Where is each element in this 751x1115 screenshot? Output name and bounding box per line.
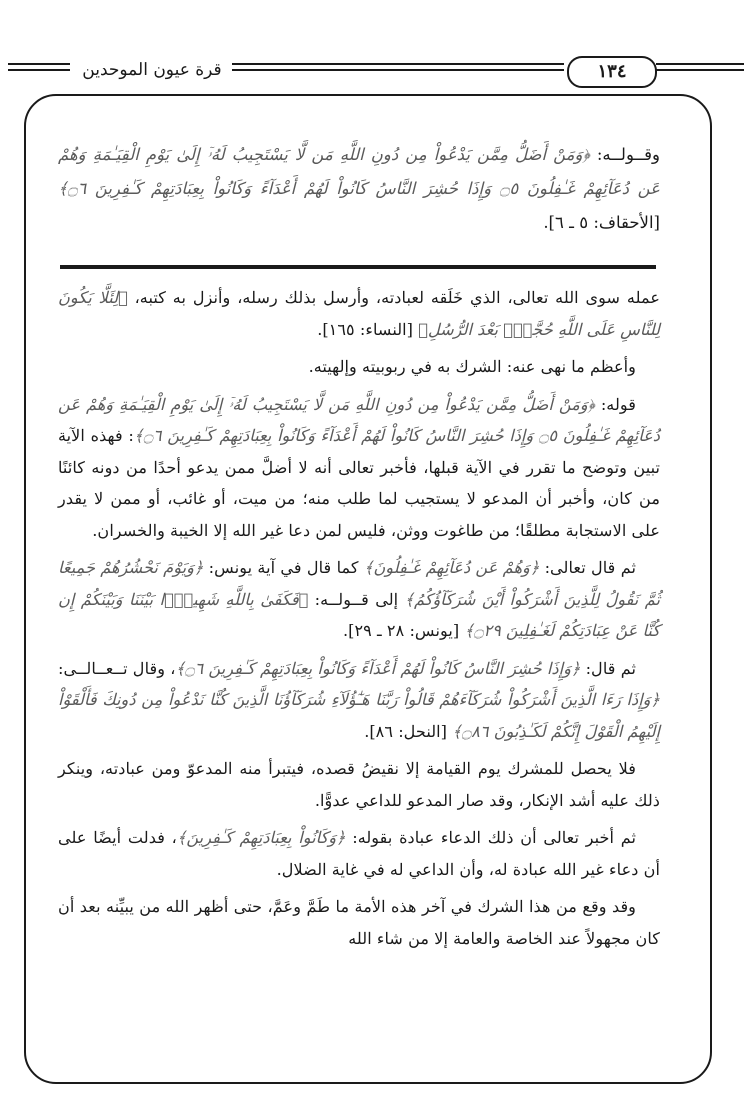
page-number: ١٣٤: [567, 56, 657, 88]
header-rule-right-top: [656, 63, 744, 65]
verse-reference: [يونس: ٢٨ ـ ٢٩].: [343, 621, 465, 640]
paragraph: [58, 351, 660, 383]
main-text: [58, 282, 660, 954]
quran-verse: ﴿وَإِذَا رَءَا الَّذِينَ أَشْرَكُواْ شُرَكَآءَهُمْ قَالُواْ رَبَّنَا هَـٰٓؤُلَآءِ شُرَكَآؤُنَا الَّذِينَ كُنَّا نَدْعُواْ مِن دُونِكَ فَأَلْقَوْاْ إِلَيْهِمُ الْقَوْلَ إِنَّكُمْ لَكَـٰذِبُونَ ۝٨٦﴾: [58, 690, 660, 741]
body-text: وأعظم ما نهى عنه: الشرك به في ربوبيته وإلهيته.: [308, 357, 636, 376]
header-rule-left-top: [8, 63, 70, 65]
book-title: قرة عيون الموحدين: [82, 60, 222, 80]
body-text: ثم أخبر تعالى أن ذلك الدعاء عبادة بقوله:: [345, 828, 636, 847]
body-text: ، فدلت أيضًا على أن دعاء غير الله عبادة له، وأن الداعي له في غاية الضلال.: [58, 828, 660, 879]
footnote-lead: وقــولــه:: [589, 145, 660, 164]
header-rule-right-bottom: [656, 69, 744, 71]
verse-reference: [النحل: ٨٦].: [364, 721, 453, 741]
body-text: ثم قال:: [580, 658, 636, 678]
footnote-block: [58, 138, 660, 240]
verse-reference: [النساء: ١٦٥].: [317, 319, 419, 339]
body-text: إلى قــولــه:: [308, 589, 405, 609]
quran-verse: ﴿وَمَنْ أَضَلُّ مِمَّن يَدْعُواْ مِن دُونِ اللَّهِ مَن لَّا يَسْتَجِيبُ لَهُۥٓ إِلَىٰ يَوْمِ الْقِيَـٰمَةِ وَهُمْ عَن دُعَآئِهِمْ غَـٰفِلُونَ ۝٥ وَإِذَا حُشِرَ النَّاسُ كَانُواْ لَهُمْ أَعْدَآءً وَكَانُواْ بِعِبَادَتِهِمْ كَـٰفِرِينَ ۝٦﴾: [58, 394, 660, 445]
quran-verse: ﴿لِئَلَّا يَكُونَ لِلنَّاسِ عَلَى اللَّهِ حُجَّةٌۢ بَعْدَ الرُّسُلِ﴾: [58, 288, 660, 339]
quran-verse: ﴿وَيَوْمَ نَحْشُرُهُمْ جَمِيعًا ثُمَّ نَقُولُ لِلَّذِينَ أَشْرَكُواْ أَيْنَ شُرَكَآؤُكُمُ﴾: [58, 558, 660, 609]
quran-verse: ﴿وَكَانُواْ بِعِبَادَتِهِمْ كَـٰفِرِينَ﴾: [176, 828, 346, 847]
section-divider: [60, 265, 656, 269]
body-text: ثم قال تعالى:: [539, 558, 636, 577]
paragraph: [58, 552, 660, 647]
paragraph: [58, 822, 660, 885]
header-rule-mid-top: [232, 63, 564, 65]
quran-verse: ﴿وَإِذَا حُشِرَ النَّاسُ كَانُواْ لَهُمْ أَعْدَآءً وَكَانُواْ بِعِبَادَتِهِمْ كَـٰفِرِينَ ۝٦﴾: [175, 658, 581, 678]
quran-verse: ﴿وَهُمْ عَن دُعَآئِهِمْ غَـٰفِلُونَ﴾: [363, 558, 540, 577]
body-text: عمله سوى الله تعالى، الذي خَلَقه لعبادته، وأرسل بذلك رسله، وأنزل به كتبه،: [127, 288, 660, 307]
body-text: ، وقال تــعــالــى:: [58, 658, 176, 678]
body-text: كما قال في آية يونس:: [203, 558, 364, 577]
paragraph: [58, 389, 660, 547]
body-text: فلا يحصل للمشرك يوم القيامة إلا نقيضُ قصده، فيتبرأ منه المدعوّ ومن عبادته، وينكر ذلك عليه أشد الإنكار، وقد صار المدعو للداعي عدوًّا.: [58, 759, 660, 810]
body-text: قوله:: [594, 394, 637, 414]
body-text: وقد وقع من هذا الشرك في آخر هذه الأمة ما طَمَّ وعَمَّ، حتى أظهر الله من يبيِّنه بعد أن كان مجهولاً عند الخاصة والعامة إلا من شاء الله: [58, 897, 660, 948]
body-text: : فهذه الآية تبين وتوضح ما تقرر في الآية قبلها، فأخبر تعالى أنه لا أضلَّ ممن يدعو أحدًا من دونه كائنًا من كان، وأخبر أن المدعو لا يستجيب لما طلب منه؛ من ميت، أو غائب، أو ممن لا يقدر على الاستجابة مطلقًا؛ من طاغوت ووثن، فليس لمن دعا غير الله إلا الخيبة والخسران.: [58, 426, 660, 540]
paragraph: [58, 653, 660, 748]
footnote-quran-verse: ﴿وَمَنْ أَضَلُّ مِمَّن يَدْعُواْ مِن دُونِ اللَّهِ مَن لَّا يَسْتَجِيبُ لَهُۥٓ إِلَىٰ يَوْمِ الْقِيَـٰمَةِ وَهُمْ عَن دُعَآئِهِمْ غَـٰفِلُونَ ۝٥ وَإِذَا حُشِرَ النَّاسُ كَانُواْ لَهُمْ أَعْدَآءً وَكَانُواْ بِعِبَادَتِهِمْ كَـٰفِرِينَ ۝٦﴾: [58, 145, 660, 198]
quran-verse: ﴿فَكَفَىٰ بِاللَّهِ شَهِيدًۢا بَيْنَنَا وَبَيْنَكُمْ إِن كُنَّا عَنْ عِبَادَتِكُمْ لَغَـٰفِلِينَ ۝٢٩﴾: [58, 589, 660, 640]
paragraph: [58, 282, 660, 345]
header-rule-mid-bottom: [232, 69, 564, 71]
paragraph: [58, 891, 660, 954]
footnote-reference: [الأحقاف: ٥ ـ ٦].: [543, 213, 660, 232]
header-rule-left-bottom: [8, 69, 70, 71]
paragraph: [58, 753, 660, 816]
